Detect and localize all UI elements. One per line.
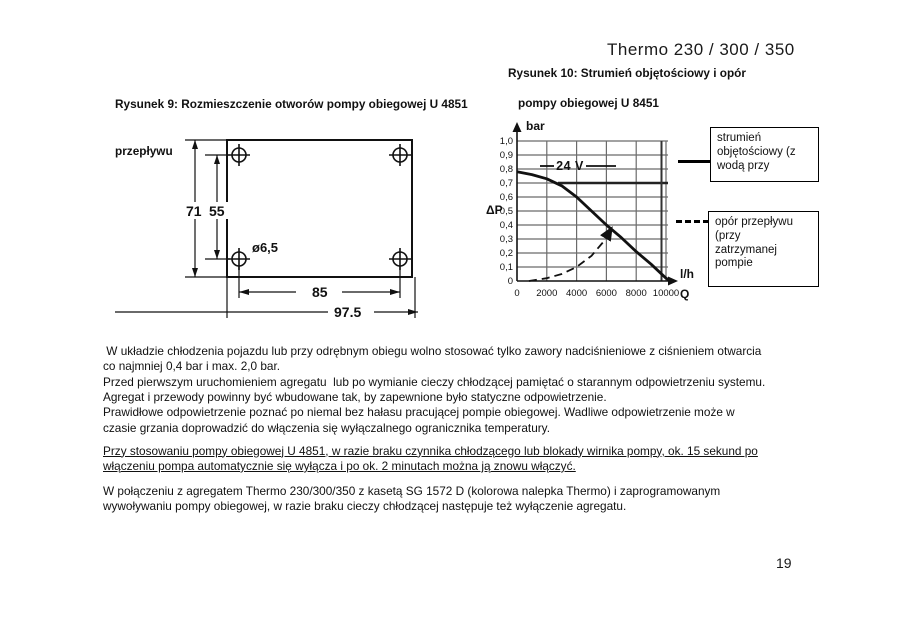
body-line: czasie grzania doprowadzić do włączenia się wyłączalnego ogranicznika temperatury. xyxy=(103,420,550,435)
body-line: Przed pierwszym uruchomieniem agregatu lub po wymianie cieczy chłodzącej pamiętać o starannym odpowietrzeniu systemu. xyxy=(103,374,766,389)
x-tick-label: 6000 xyxy=(595,288,617,299)
dim-label-55: 55 xyxy=(209,203,225,219)
y-tick-label: 0,6 xyxy=(499,192,513,203)
x-tick-label: 4000 xyxy=(566,288,588,299)
y-axis-symbol: ΔP xyxy=(486,203,503,217)
body-text xyxy=(103,344,895,514)
figure9-caption-line1: Rysunek 9: Rozmieszczenie otworów pompy obiegowej U 4851 xyxy=(115,97,468,111)
x-tick-label: 10000 xyxy=(652,288,680,299)
page-title: Thermo 230 / 300 / 350 xyxy=(607,40,795,59)
x-axis-unit-label: l/h xyxy=(680,267,694,281)
y-tick-label: 0,1 xyxy=(499,262,513,273)
body-line: Prawidłowe odpowietrzenie poznać po niemal bez hałasu pracującej pompie obiegowej. Wadliwe odpowietrzenie może w xyxy=(103,405,735,420)
dim-label-hole-diameter: ø6,5 xyxy=(252,240,279,255)
dim-label-71: 71 xyxy=(186,203,202,219)
x-tick-label: 8000 xyxy=(625,288,647,299)
y-tick-label: 0,9 xyxy=(499,150,513,161)
body-line: wywoływaniu pompy obiegowej, w razie braku cieczy chłodzącej następuje też wyłączenie agregatu. xyxy=(103,499,627,514)
y-tick-label: 0,7 xyxy=(499,178,513,189)
x-tick-label: 2000 xyxy=(536,288,558,299)
y-tick-label: 0,2 xyxy=(499,248,513,259)
curve-volume-flow xyxy=(517,172,671,281)
axis-arrowheads xyxy=(513,122,679,286)
y-axis-unit-label: bar xyxy=(526,119,545,133)
body-line: co najmniej 0,4 bar i max. 2,0 bar. xyxy=(103,359,281,374)
curve-flow-resistance xyxy=(529,229,611,281)
legend-flow-resistance: opór przepływu (przy zatrzymanej pompie xyxy=(708,211,819,287)
y-tick-label: 0,4 xyxy=(499,220,513,231)
body-line: W układzie chłodzenia pojazdu lub przy odrębnym obiegu wolno stosować tylko zawory nadciśnieniowe z ciśnieniem otwarcia xyxy=(103,344,762,358)
x-tick-label: 0 xyxy=(514,288,520,299)
y-tick-label: 0 xyxy=(507,276,513,287)
body-line-underlined: Przy stosowaniu pompy obiegowej U 4851, w razie braku czynnika chłodzącego lub blokady wirnika pompy, ok. 15 sekund po xyxy=(103,443,758,458)
y-tick-label: 0,3 xyxy=(499,234,513,245)
legend-dashed-line-sample xyxy=(676,220,709,223)
x-axis-symbol: Q xyxy=(680,287,690,301)
body-line-underlined: włączeniu pompa automatycznie się wyłącza i po ok. 2 minutach można ją znowu włączyć. xyxy=(103,458,576,473)
mounting-hole-top-left xyxy=(228,144,250,166)
figure10-caption-line2: pompy obiegowej U 8451 xyxy=(518,96,659,110)
dim-label-85: 85 xyxy=(312,284,328,300)
mounting-hole-top-right xyxy=(389,144,411,166)
y-tick-label: 0,8 xyxy=(499,164,513,175)
figure10-chart xyxy=(480,112,705,307)
legend-solid-line-sample xyxy=(678,160,711,163)
page-number: 19 xyxy=(776,555,792,571)
figure9-caption-line2: przepływu xyxy=(115,143,173,158)
dim-label-97-5: 97.5 xyxy=(334,304,362,320)
annotation-24v: 24 V xyxy=(556,159,584,173)
body-line: W połączeniu z agregatem Thermo 230/300/350 z kasetą SG 1572 D (kolorowa nalepka Thermo) i zaprogramowanym xyxy=(103,483,721,498)
figure9-drawing xyxy=(100,130,440,325)
figure10-caption-line1: Rysunek 10: Strumień objętościowy i opór xyxy=(508,66,746,80)
y-tick-label: 1,0 xyxy=(499,136,513,147)
plate-outline xyxy=(227,140,412,277)
chart-axes xyxy=(517,128,672,281)
body-line: Agregat i przewody powinny być wbudowane tak, by zapewnione było statyczne odpowietrzenie. xyxy=(103,390,607,405)
legend-volume-flow: strumień objętościowy (z wodą przy xyxy=(710,127,819,182)
y-tick-label: 0,5 xyxy=(499,206,513,217)
